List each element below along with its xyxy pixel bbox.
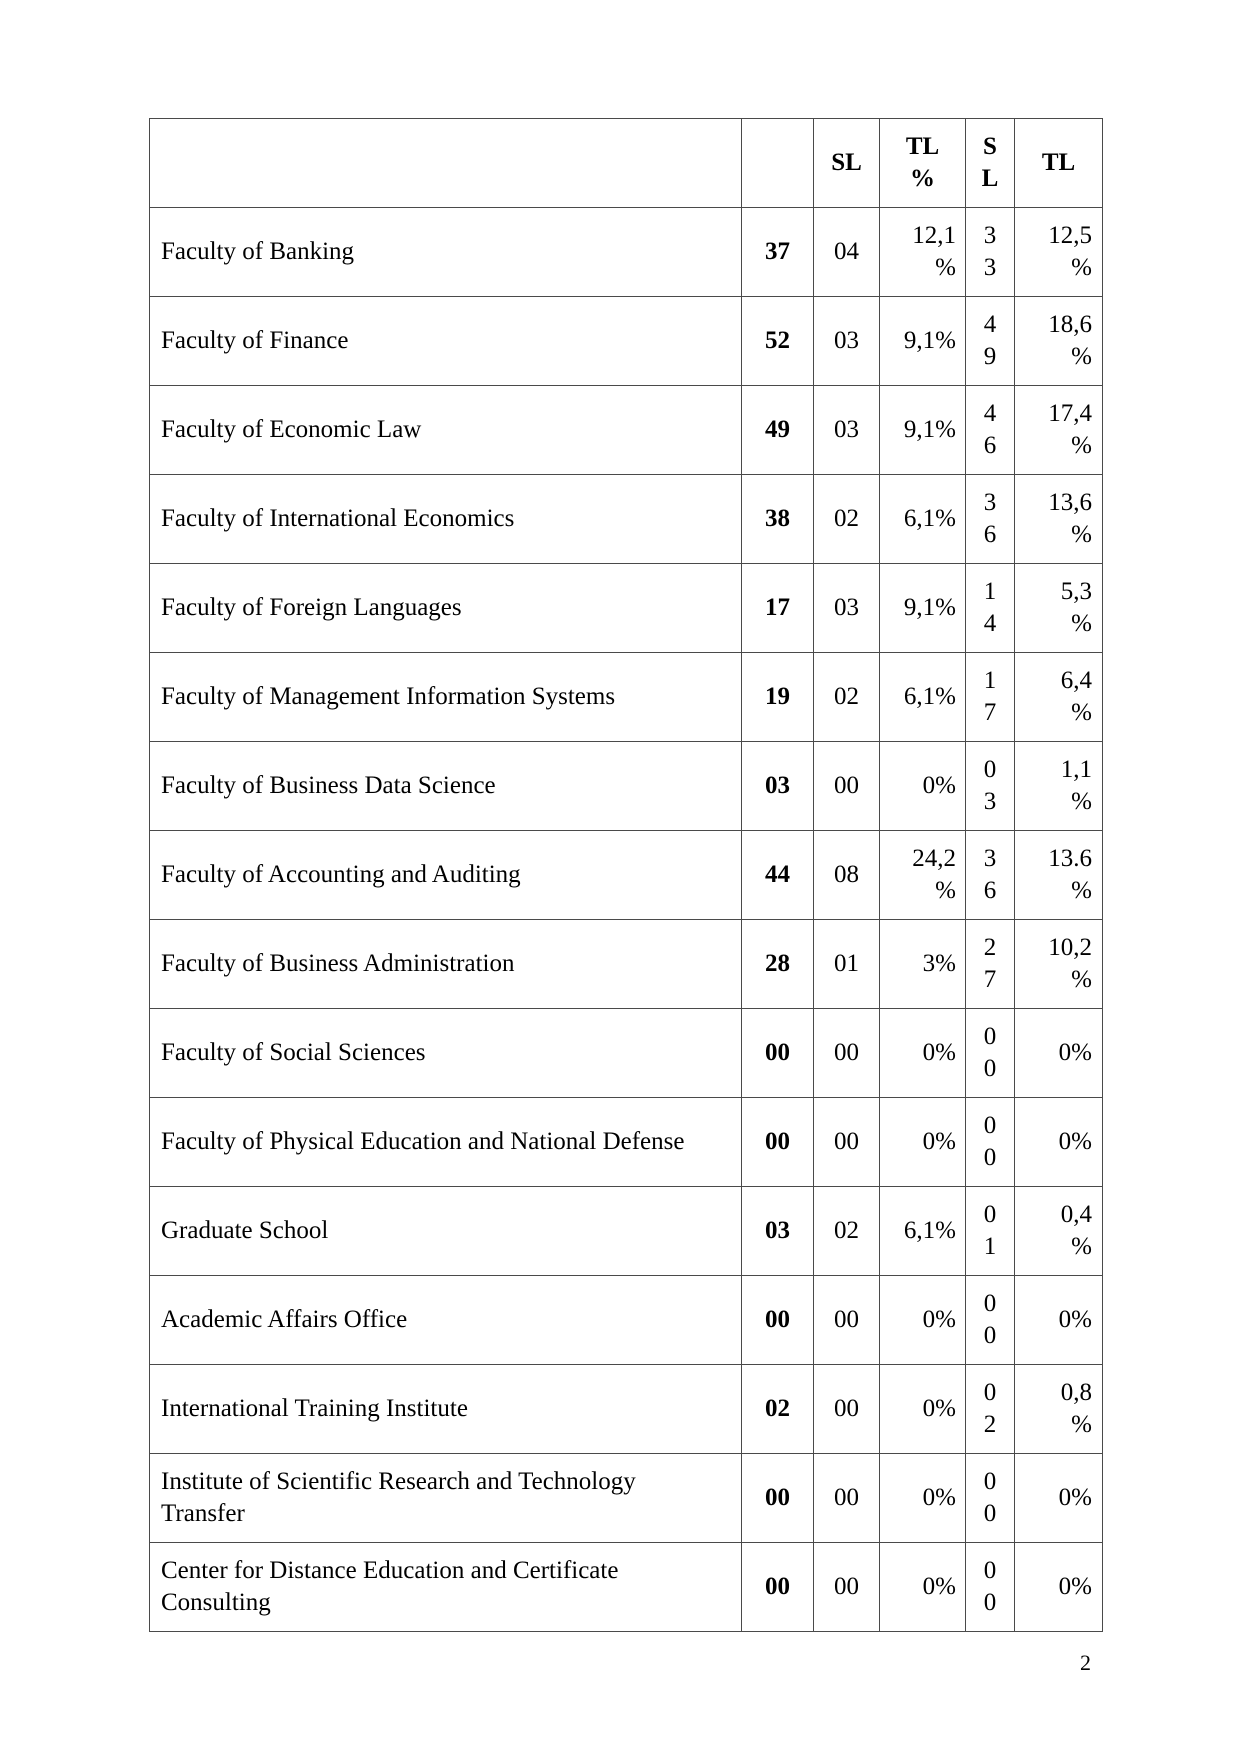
cell-total: 00 <box>742 1009 814 1098</box>
cell-name: Center for Distance Education and Certificate Consulting <box>150 1543 742 1632</box>
cell-name: Faculty of Business Administration <box>150 920 742 1009</box>
table-row <box>150 653 1103 742</box>
cell-name: Faculty of Banking <box>150 208 742 297</box>
page-number: 2 <box>1080 1650 1091 1675</box>
cell-s-l: 0 0 <box>966 1009 1015 1098</box>
header-cell-s-l: S L <box>966 119 1015 208</box>
cell-name: Faculty of Management Information Systems <box>150 653 742 742</box>
cell-total: 19 <box>742 653 814 742</box>
cell-total: 02 <box>742 1365 814 1454</box>
table-row <box>150 1276 1103 1365</box>
cell-s-l: 3 6 <box>966 831 1015 920</box>
cell-name: Faculty of Finance <box>150 297 742 386</box>
cell-total: 03 <box>742 742 814 831</box>
cell-sl: 03 <box>814 564 880 653</box>
cell-tl: 0% <box>1015 1454 1103 1543</box>
header-cell-tl-percent: TL % <box>880 119 966 208</box>
cell-percent: 9,1% <box>880 386 966 475</box>
cell-name: Faculty of Foreign Languages <box>150 564 742 653</box>
table-header-row <box>150 119 1103 208</box>
cell-sl: 02 <box>814 475 880 564</box>
cell-name: International Training Institute <box>150 1365 742 1454</box>
cell-sl: 03 <box>814 297 880 386</box>
cell-percent: 0% <box>880 742 966 831</box>
cell-total: 00 <box>742 1543 814 1632</box>
table-row <box>150 475 1103 564</box>
cell-name: Faculty of Economic Law <box>150 386 742 475</box>
cell-total: 00 <box>742 1276 814 1365</box>
cell-sl: 00 <box>814 1454 880 1543</box>
cell-sl: 01 <box>814 920 880 1009</box>
cell-s-l: 1 4 <box>966 564 1015 653</box>
cell-s-l: 4 6 <box>966 386 1015 475</box>
table-row <box>150 1098 1103 1187</box>
table-row <box>150 1543 1103 1632</box>
cell-total: 37 <box>742 208 814 297</box>
cell-s-l: 2 7 <box>966 920 1015 1009</box>
header-cell-sl: SL <box>814 119 880 208</box>
cell-s-l: 1 7 <box>966 653 1015 742</box>
cell-sl: 00 <box>814 1365 880 1454</box>
cell-percent: 6,1% <box>880 1187 966 1276</box>
cell-tl: 18,6 % <box>1015 297 1103 386</box>
cell-percent: 9,1% <box>880 297 966 386</box>
cell-sl: 00 <box>814 1009 880 1098</box>
cell-sl: 00 <box>814 1276 880 1365</box>
header-cell-tl: TL <box>1015 119 1103 208</box>
cell-tl: 13,6 % <box>1015 475 1103 564</box>
cell-tl: 0% <box>1015 1276 1103 1365</box>
table-row <box>150 920 1103 1009</box>
cell-s-l: 0 1 <box>966 1187 1015 1276</box>
header-cell-total <box>742 119 814 208</box>
cell-tl: 0% <box>1015 1098 1103 1187</box>
cell-tl: 17,4 % <box>1015 386 1103 475</box>
table-row <box>150 564 1103 653</box>
cell-percent: 6,1% <box>880 475 966 564</box>
table-row <box>150 1454 1103 1543</box>
cell-tl: 6,4 % <box>1015 653 1103 742</box>
cell-percent: 3% <box>880 920 966 1009</box>
cell-s-l: 3 3 <box>966 208 1015 297</box>
cell-s-l: 0 3 <box>966 742 1015 831</box>
table-row <box>150 386 1103 475</box>
cell-name: Faculty of International Economics <box>150 475 742 564</box>
faculty-statistics-table <box>149 118 1103 1632</box>
cell-name: Institute of Scientific Research and Technology Transfer <box>150 1454 742 1543</box>
cell-sl: 08 <box>814 831 880 920</box>
cell-percent: 0% <box>880 1365 966 1454</box>
cell-total: 38 <box>742 475 814 564</box>
cell-total: 00 <box>742 1454 814 1543</box>
table-row <box>150 1187 1103 1276</box>
cell-total: 28 <box>742 920 814 1009</box>
cell-total: 52 <box>742 297 814 386</box>
cell-name: Faculty of Physical Education and National Defense <box>150 1098 742 1187</box>
cell-name: Faculty of Social Sciences <box>150 1009 742 1098</box>
cell-tl: 12,5 % <box>1015 208 1103 297</box>
cell-sl: 00 <box>814 1543 880 1632</box>
cell-sl: 00 <box>814 742 880 831</box>
cell-tl: 5,3 % <box>1015 564 1103 653</box>
cell-percent: 0% <box>880 1454 966 1543</box>
cell-percent: 0% <box>880 1098 966 1187</box>
table-row <box>150 831 1103 920</box>
cell-percent: 9,1% <box>880 564 966 653</box>
cell-tl: 0% <box>1015 1009 1103 1098</box>
cell-name: Graduate School <box>150 1187 742 1276</box>
cell-s-l: 4 9 <box>966 297 1015 386</box>
cell-sl: 04 <box>814 208 880 297</box>
cell-name: Faculty of Business Data Science <box>150 742 742 831</box>
cell-tl: 13.6 % <box>1015 831 1103 920</box>
cell-percent: 0% <box>880 1543 966 1632</box>
cell-percent: 12,1 % <box>880 208 966 297</box>
cell-sl: 00 <box>814 1098 880 1187</box>
cell-percent: 0% <box>880 1009 966 1098</box>
cell-s-l: 0 0 <box>966 1454 1015 1543</box>
table-row <box>150 208 1103 297</box>
cell-s-l: 0 0 <box>966 1276 1015 1365</box>
cell-name: Academic Affairs Office <box>150 1276 742 1365</box>
cell-total: 03 <box>742 1187 814 1276</box>
header-cell-name <box>150 119 742 208</box>
cell-total: 44 <box>742 831 814 920</box>
cell-tl: 0,8 % <box>1015 1365 1103 1454</box>
cell-tl: 10,2 % <box>1015 920 1103 1009</box>
cell-tl: 1,1 % <box>1015 742 1103 831</box>
table-row <box>150 742 1103 831</box>
cell-total: 00 <box>742 1098 814 1187</box>
table-row <box>150 1365 1103 1454</box>
table-row <box>150 1009 1103 1098</box>
cell-tl: 0,4 % <box>1015 1187 1103 1276</box>
cell-percent: 24,2 % <box>880 831 966 920</box>
cell-s-l: 0 0 <box>966 1098 1015 1187</box>
cell-total: 17 <box>742 564 814 653</box>
cell-sl: 03 <box>814 386 880 475</box>
cell-sl: 02 <box>814 653 880 742</box>
cell-sl: 02 <box>814 1187 880 1276</box>
cell-percent: 6,1% <box>880 653 966 742</box>
cell-percent: 0% <box>880 1276 966 1365</box>
cell-s-l: 3 6 <box>966 475 1015 564</box>
cell-name: Faculty of Accounting and Auditing <box>150 831 742 920</box>
cell-tl: 0% <box>1015 1543 1103 1632</box>
cell-s-l: 0 0 <box>966 1543 1015 1632</box>
table-row <box>150 297 1103 386</box>
cell-total: 49 <box>742 386 814 475</box>
cell-s-l: 0 2 <box>966 1365 1015 1454</box>
